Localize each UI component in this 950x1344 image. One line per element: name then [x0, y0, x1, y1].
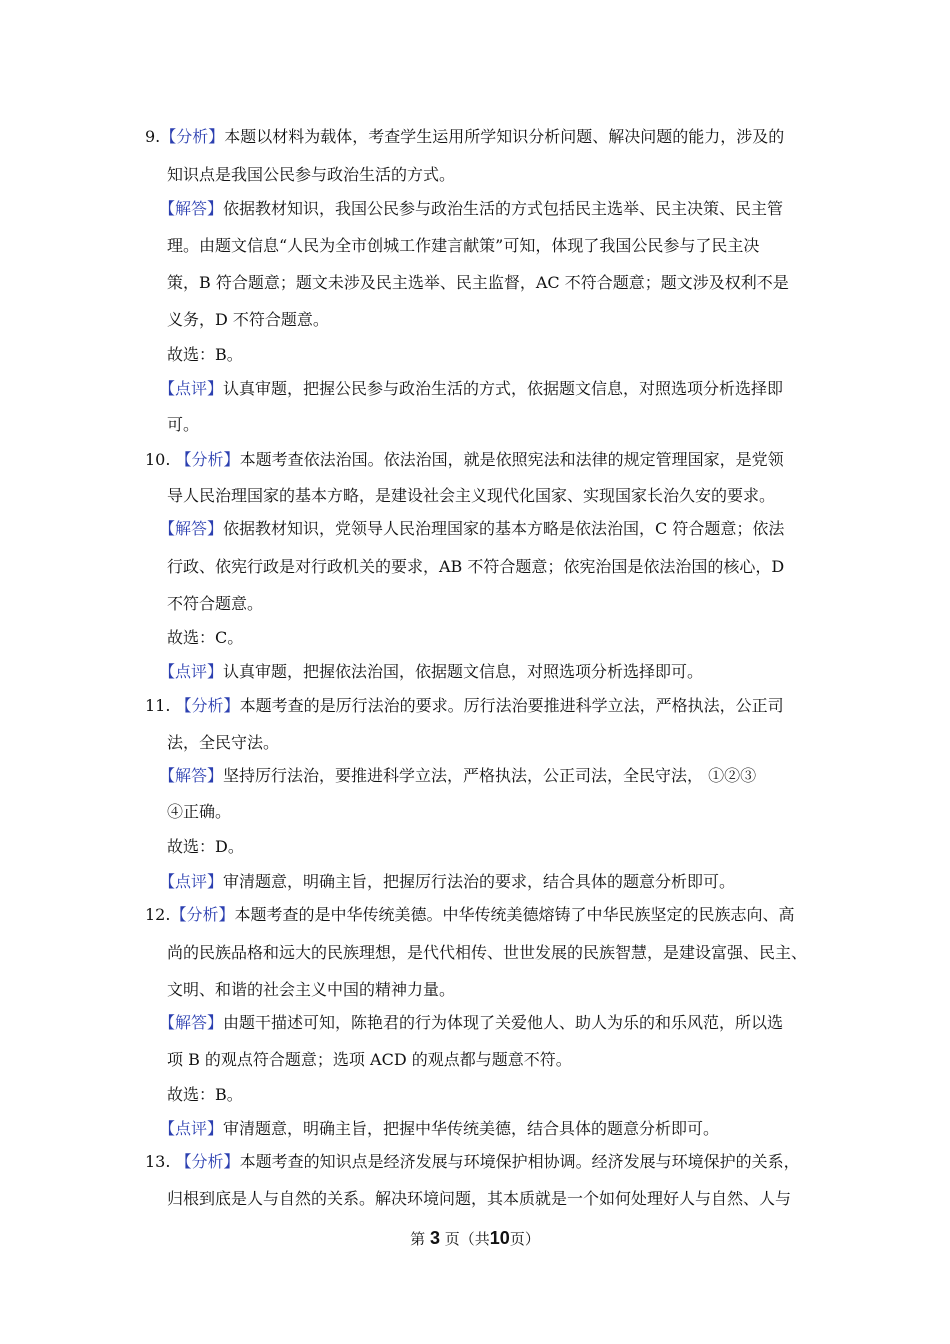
analysis-tag: 【分析】 — [175, 696, 240, 715]
page-footer: 第 3 页（共10页） — [410, 1228, 540, 1248]
comment-tag: 【点评】 — [159, 379, 224, 398]
analysis-tag: 【分析】 — [160, 127, 225, 146]
page-total: 10 — [489, 1228, 510, 1248]
item-number: 10. — [145, 450, 171, 469]
item-9-comment-line-1: 【点评】认真审题，把握公民参与政治生活的方式，依据题文信息，对照选项分析选择即 — [159, 379, 784, 398]
item-9-analysis-line-1: 9.【分析】本题以材料为载体，考查学生运用所学知识分析问题、解决问题的能力，涉及的 — [145, 127, 785, 146]
item-number: 12. — [145, 905, 171, 924]
item-10-choice: 故选：C。 — [167, 628, 244, 647]
analysis-tag: 【分析】 — [175, 450, 240, 469]
analysis-tag: 【分析】 — [175, 1152, 240, 1171]
item-12-analysis-line-2: 尚的民族品格和远大的民族理想，是代代相传、世世发展的民族智慧，是建设富强、民主、 — [167, 943, 808, 962]
item-9-answer-line-4: 义务，D 不符合题意。 — [167, 310, 329, 329]
item-10-answer-line-3: 不符合题意。 — [167, 594, 264, 613]
item-11-analysis-line-1: 11. 【分析】本题考查的是厉行法治的要求。厉行法治要推进科学立法，严格执法，公正司 — [145, 696, 784, 715]
item-11-choice: 故选：D。 — [167, 837, 244, 856]
item-13-analysis-line-2: 归根到底是人与自然的关系。解决环境问题，其本质就是一个如何处理好人与自然、人与 — [167, 1189, 792, 1208]
item-9-comment-line-2: 可。 — [167, 415, 200, 434]
comment-tag: 【点评】 — [159, 1119, 224, 1138]
item-11-comment-line-1: 【点评】审清题意，明确主旨，把握厉行法治的要求，结合具体的题意分析即可。 — [159, 872, 736, 891]
page-number: 3 — [429, 1228, 440, 1248]
item-9-choice: 故选：B。 — [167, 345, 243, 364]
item-10-analysis-line-2: 导人民治理国家的基本方略，是建设社会主义现代化国家、实现国家长治久安的要求。 — [167, 486, 776, 505]
answer-tag: 【解答】 — [159, 766, 224, 785]
item-12-answer-line-2: 项 B 的观点符合题意；选项 ACD 的观点都与题意不符。 — [167, 1050, 572, 1069]
item-12-analysis-line-1: 12.【分析】本题考查的是中华传统美德。中华传统美德熔铸了中华民族坚定的民族志向、高 — [145, 905, 795, 924]
item-9-answer-line-3: 策，B 符合题意；题文未涉及民主选举、民主监督，AC 不符合题意；题文涉及权利不是 — [167, 273, 789, 292]
item-12-choice: 故选：B。 — [167, 1085, 243, 1104]
item-10-answer-line-1: 【解答】依据教材知识，党领导人民治理国家的基本方略是依法治国，C 符合题意；依法 — [159, 519, 785, 538]
item-10-answer-line-2: 行政、依宪行政是对行政机关的要求，AB 不符合题意；依宪治国是依法治国的核心，D — [167, 557, 785, 576]
item-number: 9. — [145, 127, 161, 146]
item-11-answer-line-1: 【解答】坚持厉行法治，要推进科学立法，严格执法，公正司法，全民守法， ①②③ — [159, 766, 757, 785]
item-9-answer-line-2: 理。由题文信息“人民为全市创城工作建言献策”可知，体现了我国公民参与了民主决 — [167, 236, 760, 255]
item-13-analysis-line-1: 13. 【分析】本题考查的知识点是经济发展与环境保护相协调。经济发展与环境保护的关系， — [145, 1152, 800, 1171]
item-number: 13. — [145, 1152, 171, 1171]
item-9-answer-line-1: 【解答】依据教材知识，我国公民参与政治生活的方式包括民主选举、民主决策、民主管 — [159, 199, 784, 218]
item-12-answer-line-1: 【解答】由题干描述可知，陈艳君的行为体现了关爱他人、助人为乐的和乐风范，所以选 — [159, 1013, 784, 1032]
item-number: 11. — [145, 696, 171, 715]
answer-tag: 【解答】 — [159, 199, 224, 218]
analysis-tag: 【分析】 — [170, 905, 235, 924]
item-10-comment-line-1: 【点评】认真审题，把握依法治国，依据题文信息，对照选项分析选择即可。 — [159, 662, 704, 681]
item-10-analysis-line-1: 10. 【分析】本题考查依法治国。依法治国，就是依照宪法和法律的规定管理国家，是党领 — [145, 450, 784, 469]
answer-tag: 【解答】 — [159, 1013, 224, 1032]
comment-tag: 【点评】 — [159, 872, 224, 891]
item-11-answer-line-2: ④正确。 — [167, 802, 232, 821]
item-11-analysis-line-2: 法，全民守法。 — [167, 733, 280, 752]
item-9-analysis-line-2: 知识点是我国公民参与政治生活的方式。 — [167, 165, 456, 184]
item-12-analysis-line-3: 文明、和谐的社会主义中国的精神力量。 — [167, 980, 456, 999]
answer-tag: 【解答】 — [159, 519, 224, 538]
item-12-comment-line-1: 【点评】审清题意，明确主旨，把握中华传统美德，结合具体的题意分析即可。 — [159, 1119, 720, 1138]
comment-tag: 【点评】 — [159, 662, 224, 681]
